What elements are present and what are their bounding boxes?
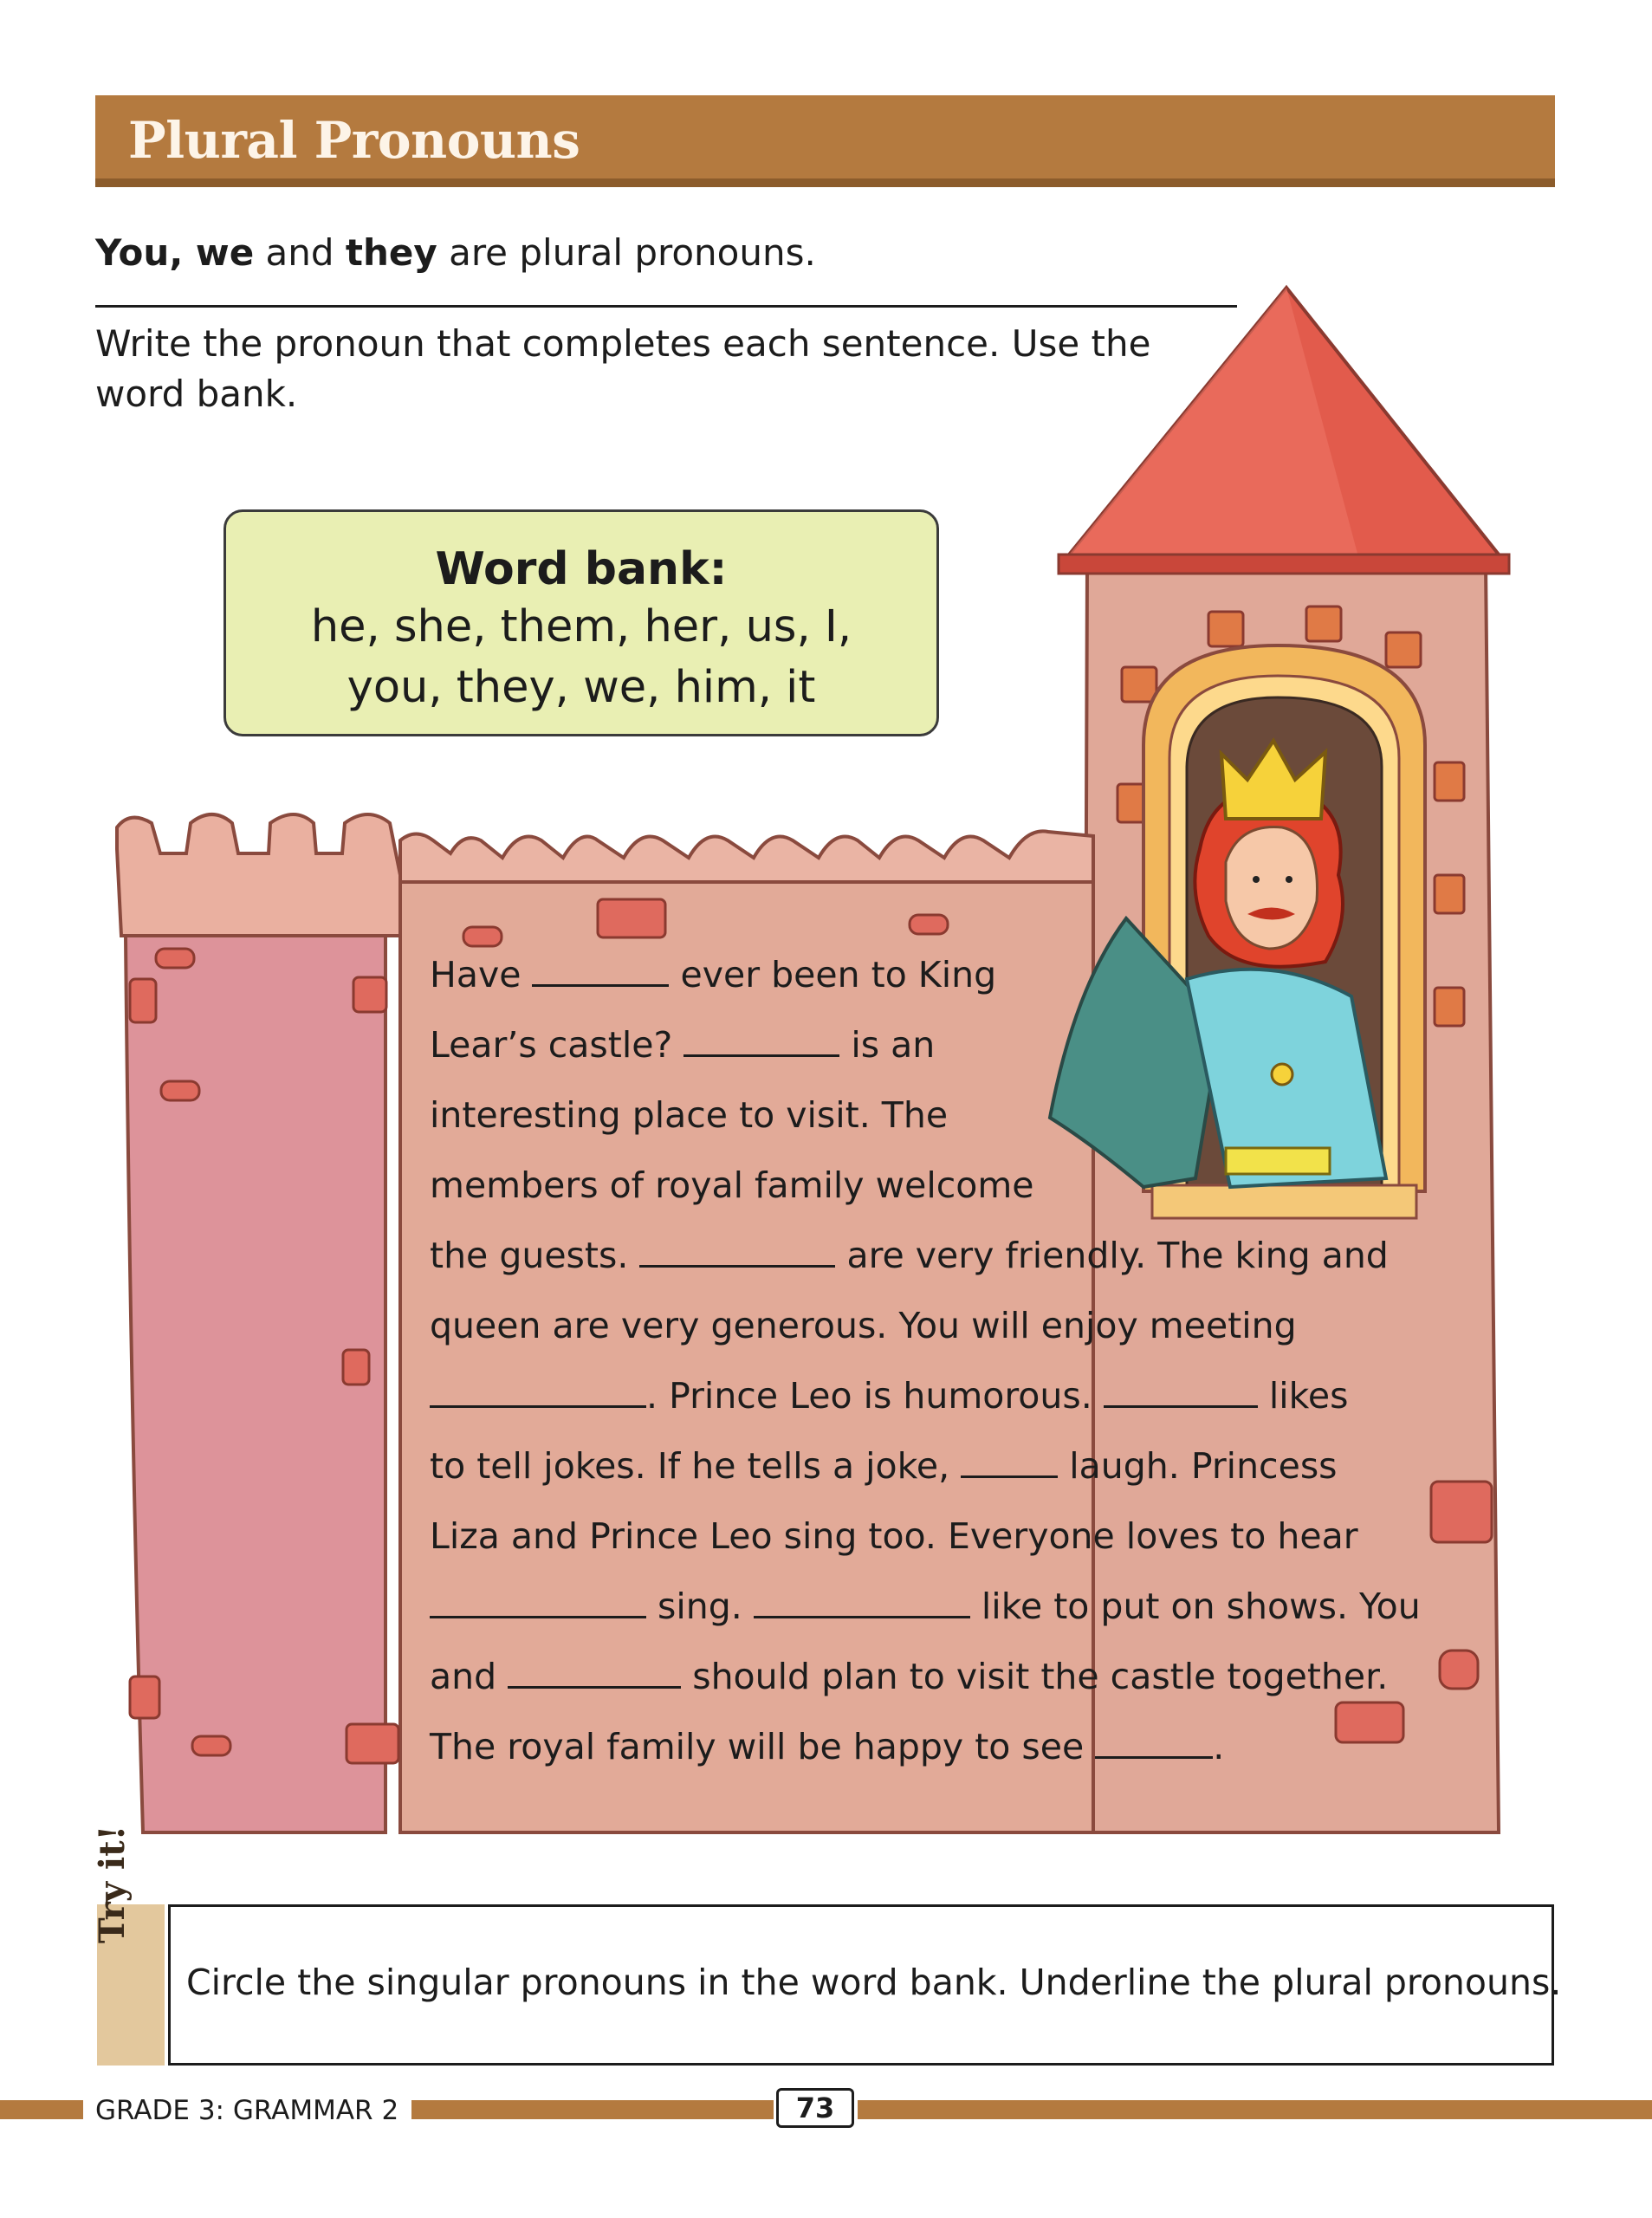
story-line-9: Liza and Prince Leo sing too. Everyone loves to hear	[430, 1515, 1358, 1557]
footer-grade: GRADE 3: GRAMMAR 2	[95, 2095, 399, 2126]
rule-end: are plural pronouns.	[437, 231, 816, 274]
story-text: Lear’s castle?	[430, 1024, 684, 1066]
answer-blank[interactable]	[430, 1379, 646, 1408]
story-text: should plan to visit the castle together.	[681, 1656, 1389, 1697]
footer-bar	[0, 2100, 83, 2119]
try-it-label: Try it!	[92, 1825, 133, 1944]
story-line-11	[430, 1655, 1388, 1698]
story-line-1	[430, 953, 996, 996]
story-text: likes	[1257, 1375, 1349, 1417]
answer-blank[interactable]	[961, 1449, 1058, 1478]
answer-blank[interactable]	[508, 1660, 681, 1689]
word-bank-box	[224, 509, 939, 736]
answer-blank[interactable]	[639, 1239, 835, 1268]
word-bank-line: you, they, we, him, it	[347, 662, 816, 713]
try-it-text: Circle the singular pronouns in the word bank. Underline the plural pronouns.	[186, 1962, 1562, 2003]
story-line-10	[430, 1585, 1421, 1628]
footer-bar	[411, 2100, 774, 2119]
page-title: Plural Pronouns	[128, 111, 580, 170]
answer-blank[interactable]	[1095, 1730, 1213, 1759]
story-line-5	[430, 1234, 1389, 1277]
story-text: . Prince Leo is humorous.	[646, 1375, 1104, 1417]
story-text: like to put on shows. You	[969, 1586, 1421, 1627]
story-text: is an	[839, 1024, 936, 1066]
word-bank-words	[226, 597, 936, 718]
story-line-12	[430, 1725, 1224, 1768]
instructions: Write the pronoun that completes each sentence. Use the word bank.	[95, 322, 1151, 415]
rule-and: and	[254, 231, 346, 274]
story-line-2	[430, 1023, 935, 1067]
answer-blank[interactable]	[1104, 1379, 1258, 1408]
story-text: the guests.	[430, 1235, 640, 1276]
word-bank-line: he, she, them, her, us, I,	[310, 601, 852, 652]
story-text: laugh. Princess	[1058, 1445, 1338, 1487]
story-line-8	[430, 1444, 1338, 1488]
page-number: 73	[776, 2088, 854, 2128]
story-text: are very friendly. The king and	[835, 1235, 1389, 1276]
story-text: Have	[430, 954, 533, 996]
answer-blank[interactable]	[754, 1590, 970, 1618]
story-text: ever been to King	[669, 954, 997, 996]
rule-bold-they: they	[345, 231, 437, 274]
story-text: .	[1213, 1726, 1225, 1767]
answer-blank[interactable]	[430, 1590, 646, 1618]
story-line-4: members of royal family welcome	[430, 1164, 1034, 1206]
story-text: to tell jokes. If he tells a joke,	[430, 1445, 962, 1487]
story-text: sing.	[646, 1586, 754, 1627]
answer-blank[interactable]	[683, 1028, 839, 1057]
story-line-6: queen are very generous. You will enjoy meeting	[430, 1305, 1297, 1346]
footer-bar	[858, 2100, 1652, 2119]
answer-blank[interactable]	[532, 958, 669, 987]
story-line-3: interesting place to visit. The	[430, 1094, 949, 1136]
story-line-7	[430, 1374, 1348, 1417]
left-turret-top	[117, 814, 400, 936]
story-text: The royal family will be happy to see	[430, 1726, 1096, 1767]
rule-bold-you-we: You, we	[95, 231, 255, 274]
story-text: and	[430, 1656, 509, 1697]
word-bank-title: Word bank:	[435, 543, 728, 595]
